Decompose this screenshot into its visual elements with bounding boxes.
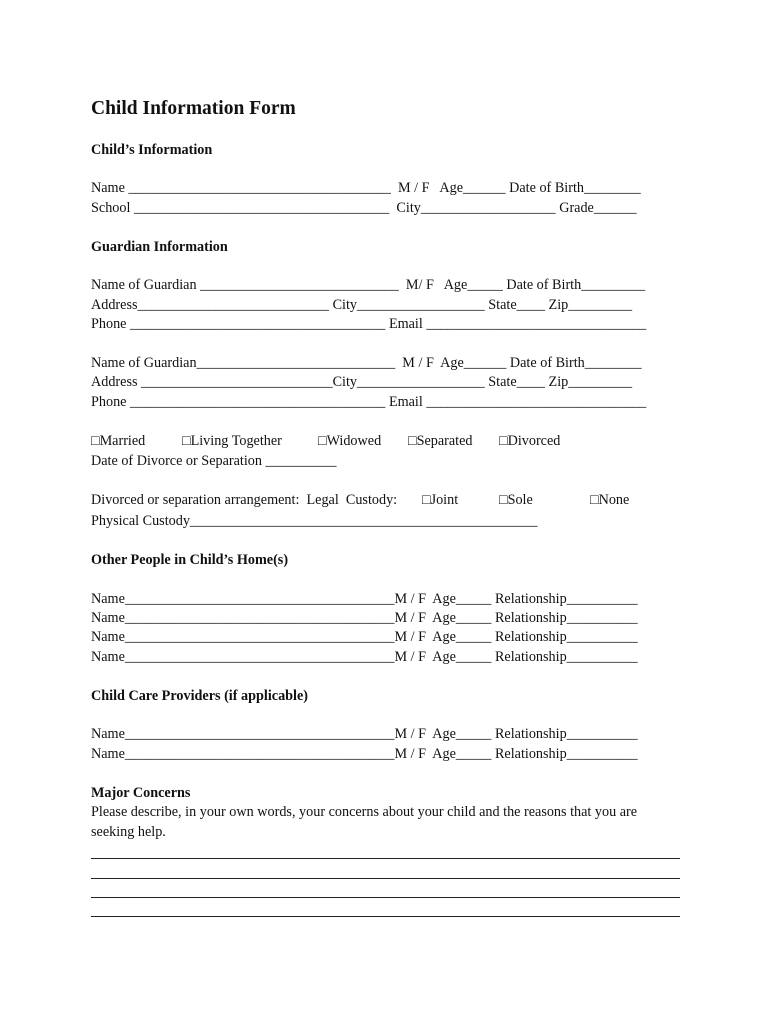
concerns-answer-line[interactable] (91, 916, 680, 917)
concerns-prompt-line1: Please describe, in your own words, your concerns about your child and the reasons that you are (91, 804, 638, 820)
physical-custody-line[interactable]: Physical Custody_________________________________________________ (91, 513, 538, 529)
divorce-date-line[interactable]: Date of Divorce or Separation __________ (91, 453, 337, 469)
guardian2-address-line[interactable]: Address ___________________________City__________________ State____ Zip_________ (91, 374, 633, 390)
concerns-answer-line[interactable] (91, 878, 680, 879)
custody-label: Divorced or separation arrangement: Legal Custody: (91, 492, 401, 508)
child-care-row[interactable]: Name______________________________________M / F Age_____ Relationship__________ (91, 746, 638, 762)
childs-information-heading: Child’s Information (91, 142, 213, 158)
guardian1-name-line[interactable]: Name of Guardian ____________________________ M/ F Age_____ Date of Birth_________ (91, 277, 646, 293)
other-person-row[interactable]: Name______________________________________M / F Age_____ Relationship__________ (91, 649, 638, 665)
sole-custody-checkbox[interactable]: □Sole (499, 492, 533, 508)
major-concerns-heading: Major Concerns (91, 785, 191, 801)
guardian2-name-line[interactable]: Name of Guardian____________________________ M / F Age______ Date of Birth________ (91, 355, 642, 371)
other-people-heading: Other People in Child’s Home(s) (91, 552, 289, 568)
child-care-row[interactable]: Name______________________________________M / F Age_____ Relationship__________ (91, 726, 638, 742)
other-person-row[interactable]: Name______________________________________M / F Age_____ Relationship__________ (91, 610, 638, 626)
guardian1-address-line[interactable]: Address___________________________ City__________________ State____ Zip_________ (91, 297, 633, 313)
guardian2-phone-line[interactable]: Phone ____________________________________ Email _______________________________ (91, 394, 647, 410)
other-person-row[interactable]: Name______________________________________M / F Age_____ Relationship__________ (91, 629, 638, 645)
concerns-prompt-line2: seeking help. (91, 824, 166, 840)
guardian-information-heading: Guardian Information (91, 239, 228, 255)
concerns-answer-line[interactable] (91, 897, 680, 898)
other-person-row[interactable]: Name______________________________________M / F Age_____ Relationship__________ (91, 591, 638, 607)
guardian1-phone-line[interactable]: Phone ____________________________________ Email _______________________________ (91, 316, 647, 332)
concerns-answer-line[interactable] (91, 858, 680, 859)
divorced-checkbox[interactable]: □Divorced (499, 433, 561, 449)
child-school-line[interactable]: School ____________________________________ City___________________ Grade______ (91, 200, 637, 216)
joint-custody-checkbox[interactable]: □Joint (422, 492, 459, 508)
widowed-checkbox[interactable]: □Widowed (318, 433, 382, 449)
child-name-line[interactable]: Name _____________________________________ M / F Age______ Date of Birth________ (91, 180, 641, 196)
living-together-checkbox[interactable]: □Living Together (182, 433, 282, 449)
child-care-heading: Child Care Providers (if applicable) (91, 688, 309, 704)
separated-checkbox[interactable]: □Separated (408, 433, 473, 449)
married-checkbox[interactable]: □Married (91, 433, 146, 449)
page-title: Child Information Form (91, 98, 296, 119)
none-custody-checkbox[interactable]: □None (590, 492, 630, 508)
